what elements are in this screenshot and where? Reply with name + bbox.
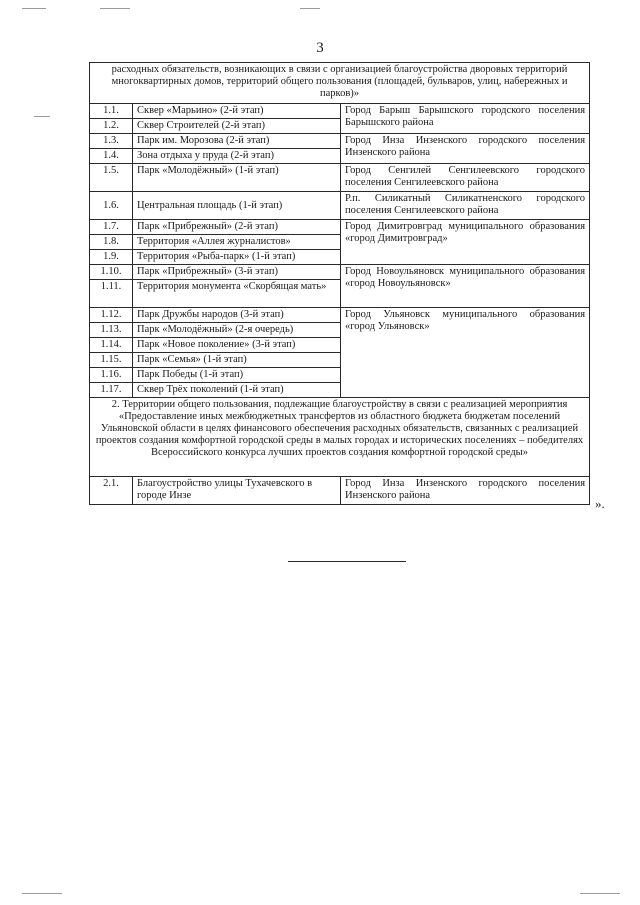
object-name: Парк Дружбы народов (3-й этап) — [133, 308, 341, 323]
scan-artifact — [34, 116, 50, 117]
territories-table — [89, 62, 590, 505]
municipality-barysh: Город Барыш Барышского городского поселения Барышского района — [341, 104, 590, 134]
object-name: Центральная площадь (1-й этап) — [133, 192, 341, 220]
municipality-sengiley: Город Сенгилей Сенгилеевского городского поселения Сенгилеевского района — [341, 164, 590, 192]
table-row — [90, 164, 590, 192]
section-2-header: 2. Территории общего пользования, подлежащие благоустройству в связи с реализацией мероприятия «Предоставление иных межбюджетных трансфертов из областного бюджета бюджетам поселений Ульяновской области в целях финансового обеспечения расходных обязательств, связанных с реализацией проектов создания комфортной городской среды в малых городах и исторических поселениях – победителях Всероссийского конкурса лучших проектов создания комфортной городской среды» — [90, 398, 590, 477]
row-number: 1.2. — [90, 119, 133, 134]
row-number: 1.7. — [90, 220, 133, 235]
object-name: Парк Победы (1-й этап) — [133, 368, 341, 383]
row-number: 1.5. — [90, 164, 133, 192]
row-number: 1.11. — [90, 280, 133, 308]
table-row — [90, 308, 590, 323]
row-number: 1.15. — [90, 353, 133, 368]
row-number: 1.13. — [90, 323, 133, 338]
row-number: 1.4. — [90, 149, 133, 164]
table-row — [90, 192, 590, 220]
end-divider-line — [288, 561, 406, 562]
row-number: 1.8. — [90, 235, 133, 250]
object-name: Сквер Трёх поколений (1-й этап) — [133, 383, 341, 398]
row-number: 2.1. — [90, 477, 133, 505]
object-name: Территория монумента «Скорбящая мать» — [133, 280, 341, 308]
municipality-dimitrovgrad: Город Димитровград муниципального образования «город Димитровград» — [341, 220, 590, 265]
municipality-silikatny: Р.п. Силикатный Силикатненского городского поселения Сенгилеевского района — [341, 192, 590, 220]
object-name: Сквер «Марьино» (2-й этап) — [133, 104, 341, 119]
page-number: 3 — [316, 40, 324, 56]
row-number: 1.6. — [90, 192, 133, 220]
object-name: Территория «Рыба-парк» (1-й этап) — [133, 250, 341, 265]
object-name: Парк «Новое поколение» (3-й этап) — [133, 338, 341, 353]
object-name: Парк «Семья» (1-й этап) — [133, 353, 341, 368]
object-name: Зона отдыха у пруда (2-й этап) — [133, 149, 341, 164]
municipality-novoulyanovsk: Город Новоульяновск муниципального образования «город Новоульяновск» — [341, 265, 590, 308]
row-number: 1.17. — [90, 383, 133, 398]
section-1-header: расходных обязательств, возникающих в связи с организацией благоустройства дворовых территорий многоквартирных домов, территорий общего пользования (площадей, бульваров, улиц, набережных и парков)» — [90, 63, 590, 104]
scan-artifact — [22, 893, 62, 894]
object-name: Территория «Аллея журналистов» — [133, 235, 341, 250]
table-row — [90, 134, 590, 149]
scan-artifact — [300, 8, 320, 9]
row-number: 1.9. — [90, 250, 133, 265]
closing-quote-mark: ». — [595, 496, 605, 511]
municipality-ulyanovsk: Город Ульяновск муниципального образования «город Ульяновск» — [341, 308, 590, 398]
table-row — [90, 104, 590, 119]
scan-artifact — [22, 8, 46, 9]
object-name: Парк «Прибрежный» (3-й этап) — [133, 265, 341, 280]
scan-artifact — [580, 893, 620, 894]
scan-artifact — [100, 8, 130, 9]
object-name: Сквер Строителей (2-й этап) — [133, 119, 341, 134]
row-number: 1.3. — [90, 134, 133, 149]
object-name: Парк им. Морозова (2-й этап) — [133, 134, 341, 149]
row-number: 1.14. — [90, 338, 133, 353]
object-name: Благоустройство улицы Тухачевского в городе Инзе — [133, 477, 341, 505]
object-name: Парк «Молодёжный» (2-я очередь) — [133, 323, 341, 338]
object-name: Парк «Прибрежный» (2-й этап) — [133, 220, 341, 235]
municipality-inza-2: Город Инза Инзенского городского поселения Инзенского района — [341, 477, 590, 505]
row-number: 1.16. — [90, 368, 133, 383]
row-number: 1.12. — [90, 308, 133, 323]
row-number: 1.1. — [90, 104, 133, 119]
table-row — [90, 265, 590, 280]
row-number: 1.10. — [90, 265, 133, 280]
table-row — [90, 477, 590, 505]
section-1-header-row — [90, 63, 590, 104]
object-name: Парк «Молодёжный» (1-й этап) — [133, 164, 341, 192]
section-2-header-row — [90, 398, 590, 477]
table-row — [90, 220, 590, 235]
municipality-inza: Город Инза Инзенского городского поселения Инзенского района — [341, 134, 590, 164]
